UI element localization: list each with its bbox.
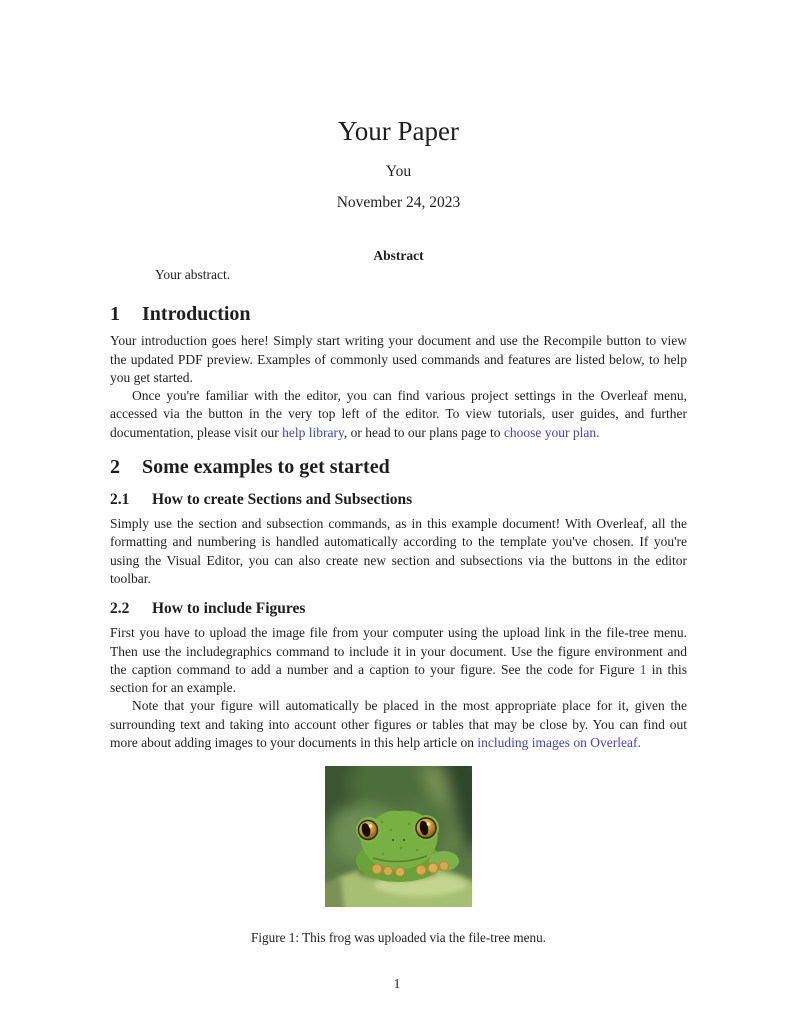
subsection-2-2-title: How to include Figures bbox=[152, 600, 306, 618]
intro-paragraph-2-text-1: Once you're familiar with the editor, you can find various project settings in the Overleaf menu, accessed via the button in the very top left of the editor. To view tutorials, user guides, and further documentation, please visit our bbox=[110, 388, 687, 440]
subsection-2-2-heading bbox=[110, 599, 687, 619]
author: You bbox=[385, 163, 412, 180]
frog-photo-image bbox=[325, 766, 472, 907]
figures-paragraph-1-text-2: in this section for an example. bbox=[110, 661, 687, 696]
figures-paragraph-1 bbox=[110, 624, 687, 697]
title-block bbox=[110, 116, 687, 213]
page-number: 1 bbox=[393, 976, 401, 991]
date: November 24, 2023 bbox=[336, 194, 461, 211]
section-2-number: 2 bbox=[110, 456, 120, 479]
including-images-link[interactable]: including images on Overleaf. bbox=[477, 735, 641, 751]
sections-paragraph: Simply use the section and subsection commands, as in this example document! With Overleaf, all the formatting and numbering is handled automatically according to the template you've chosen. If you're using the Visual Editor, you can also create new section and subsections via the buttons in the editor toolbar. bbox=[110, 516, 687, 586]
subsection-2-1-title: How to create Sections and Subsections bbox=[152, 491, 413, 509]
section-2-title: Some examples to get started bbox=[142, 456, 390, 479]
abstract-heading: Abstract bbox=[373, 248, 424, 263]
figures-paragraph-2 bbox=[110, 697, 687, 752]
abstract-text: Your abstract. bbox=[155, 267, 231, 282]
page-title: Your Paper bbox=[337, 116, 459, 146]
figures-paragraph-1-text-1: First you have to upload the image file from your computer using the upload link in the file-tree menu. Then use the includegraphics command to include it in your document. Use the figure environment and the caption command to add a number and a caption to your figure. See the code for Figure bbox=[110, 625, 687, 677]
section-1-heading bbox=[110, 301, 687, 327]
intro-paragraph-1: Your introduction goes here! Simply start writing your document and use the Recompile button to view the updated PDF preview. Examples of commonly used commands and features are listed below, to help you get started. bbox=[110, 333, 687, 385]
subsection-2-1-number: 2.1 bbox=[110, 491, 130, 509]
section-2-heading bbox=[110, 454, 687, 480]
subsection-2-1-heading bbox=[110, 490, 687, 510]
choose-your-plan-link[interactable]: choose your plan. bbox=[503, 424, 600, 440]
figure-1-reference-link[interactable]: 1 bbox=[639, 661, 647, 677]
figure-1 bbox=[110, 766, 687, 912]
intro-paragraph-2-text-2: , or head to our plans page to bbox=[343, 424, 504, 440]
section-1-number: 1 bbox=[110, 303, 120, 326]
section-1-title: Introduction bbox=[142, 303, 251, 326]
figures-paragraph-2-text-1: Note that your figure will automatically be placed in the most appropriate place for it, given the surrounding text and taking into account other figures or tables that may be close by. You can find out more about adding images to your documents in this help article on bbox=[110, 698, 687, 751]
intro-paragraph-2 bbox=[110, 387, 687, 442]
figure-1-caption: Figure 1: This frog was uploaded via the file-tree menu. bbox=[251, 930, 546, 946]
help-library-link[interactable]: help library bbox=[282, 424, 344, 440]
subsection-2-2-number: 2.2 bbox=[110, 600, 130, 618]
